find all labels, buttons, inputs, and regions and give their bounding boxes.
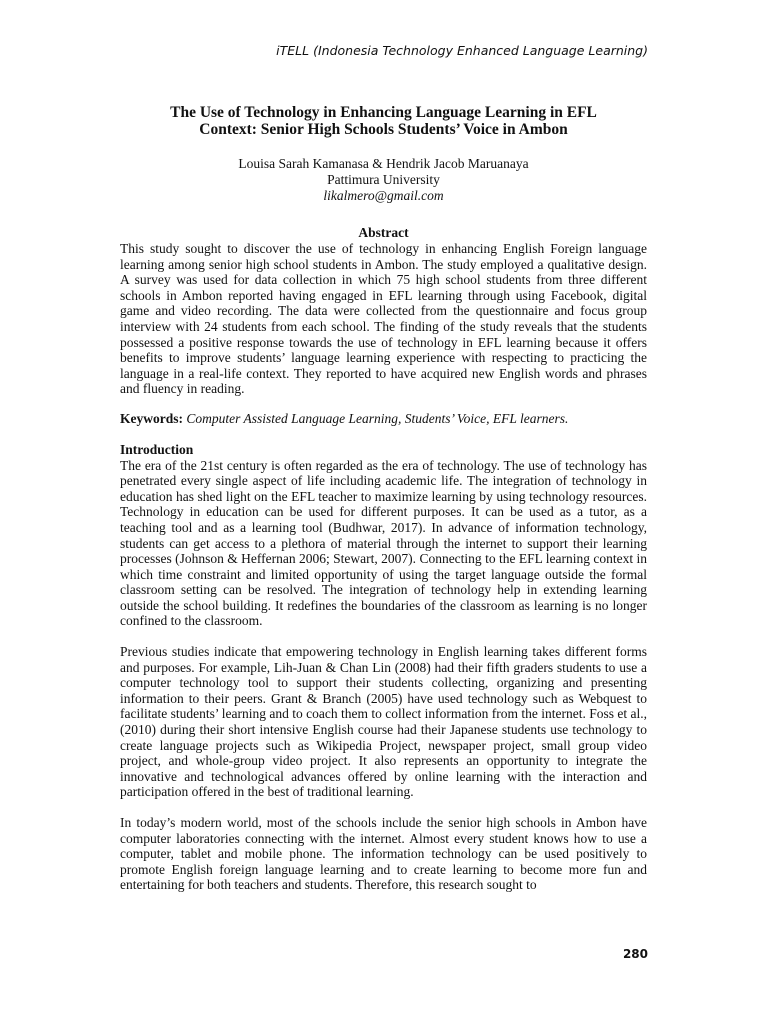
keywords xyxy=(120,411,647,427)
journal-header: iTELL (Indonesia Technology Enhanced Language Learning) xyxy=(276,43,648,58)
intro-paragraph-2: Previous studies indicate that empowering technology in English learning takes different forms and purposes. For example, Lih-Juan & Chan Lin (2008) had their fifth graders students to use a computer technology tool to support their students collecting, organizing and presenting information to their peers. Grant & Branch (2005) have used technology such as Webquest to facilitate students’ learning and to coach them to collect information from the internet. Foss et al., (2010) during their short intensive English course had their Japanese students use technology to create language projects such as Wikipedia Project, newspaper project, small group video project, and whole-group video project. It also represents an opportunity to integrate the innovative and technological advances offered by online learning with the interaction and participation offered in the best of traditional learning. xyxy=(120,644,647,800)
paper-title xyxy=(120,104,647,138)
abstract-heading: Abstract xyxy=(358,225,409,240)
intro-paragraph-3: In today’s modern world, most of the schools include the senior high schools in Ambon have computer laboratories connecting with the internet. Almost every student knows how to use a computer, tablet and mobile phone. The information technology can be used positively to promote English foreign language learning and to create learning to become more fun and entertaining for both teachers and students. Therefore, this research sought to xyxy=(120,815,647,893)
title-line-2: Context: Senior High Schools Students’ Voice in Ambon xyxy=(199,121,568,138)
intro-paragraph-1: The era of the 21st century is often regarded as the era of technology. The use of technology has penetrated every single aspect of life including academic life. The integration of technology in education has shed light on the EFL teacher to maximize learning by using technology resources. Technology in education can be used for different purposes. It can be used as a tutor, as a teaching tool and as a learning tool (Budhwar, 2017). In advance of information technology, students can get access to a plethora of material through the internet to support their learning processes (Johnson & Heffernan 2006; Stewart, 2007). Connecting to the EFL learning context in which time constraint and limited opportunity of using the target language outside the formal classroom setting can be resolved. The integration of technology help in extending learning outside the school building. It redefines the boundaries of the classroom as learning is no longer confined to the classroom. xyxy=(120,457,647,629)
author-block xyxy=(120,156,647,204)
keywords-text: Computer Assisted Language Learning, Students’ Voice, EFL learners. xyxy=(186,410,569,426)
page-number: 280 xyxy=(622,947,648,961)
author-email: likalmero@gmail.com xyxy=(323,188,444,203)
title-line-1: The Use of Technology in Enhancing Language Learning in EFL xyxy=(170,104,597,121)
introduction-heading: Introduction xyxy=(120,441,194,457)
author-names: Louisa Sarah Kamanasa & Hendrik Jacob Maruanaya xyxy=(238,156,529,171)
affiliation: Pattimura University xyxy=(327,172,440,187)
paper-body xyxy=(120,104,647,893)
abstract-text: This study sought to discover the use of technology in enhancing English Foreign language learning among senior high school students in Ambon. The study employed a qualitative design. A survey was used for data collection in which 75 high school students from three different schools in Ambon reported having engaged in EFL learning through using Facebook, digital game and video recording. The data were collected from the questionnaire and focus group interview with 24 students from each school. The finding of the study reveals that the students possessed a positive response towards the use of technology in EFL learning because it offers benefits to improve students’ language learning experience with respecting to practicing the language in a real-life context. They reported to have acquired new English words and phrases and fluency in reading. xyxy=(120,241,647,397)
keywords-label: Keywords: xyxy=(120,410,183,426)
